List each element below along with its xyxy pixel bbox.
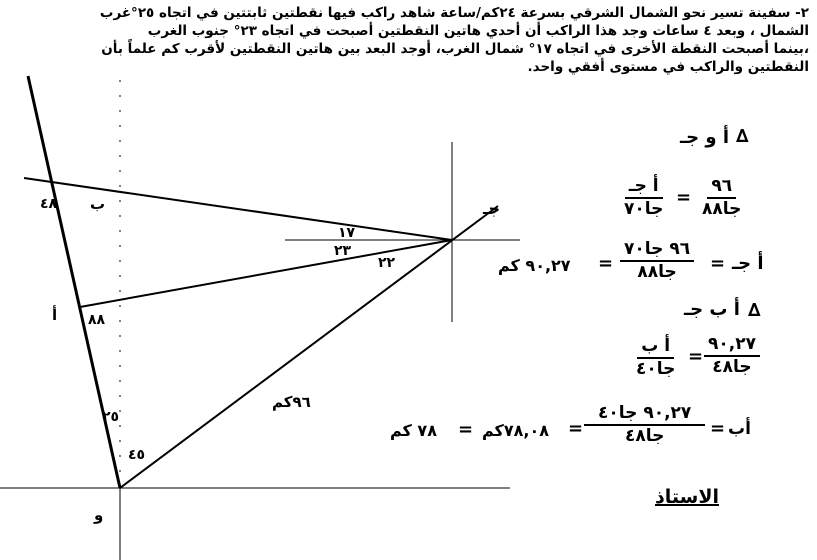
eq3-rhs-denominator: جا٤٨ — [712, 357, 752, 377]
angle-o-lower-label: ٤٥ — [128, 447, 146, 463]
eq2-equals-2: = — [598, 253, 614, 274]
angle-b-label: ٤٨ — [40, 196, 58, 212]
eq2-lhs: أ جـ — [732, 253, 764, 274]
eq2-fraction — [620, 240, 694, 282]
eq3-lhs-fraction — [632, 337, 679, 379]
angle-a-label: ٨٨ — [88, 312, 106, 328]
problem-line-4: النقطتين والراكب في مستوى أفقي واحد. — [527, 59, 809, 75]
eq2-equals: = — [710, 253, 726, 274]
eq1-rhs-numerator: ٩٦ — [707, 177, 736, 199]
problem-line-2: الشمال ، وبعد ٤ ساعات وجد هذا الراكب أن أحدي هاتين النقطتين أصبحت في اتجاه ٢٣° جنوب الغرب — [147, 23, 809, 39]
triangle-2-label: أ ب جـ — [684, 299, 740, 320]
eq3-lhs-numerator: أ ب — [637, 337, 674, 359]
eq1-rhs-fraction — [698, 177, 745, 219]
eq4-equals-3: = — [458, 419, 474, 440]
problem-line-3: ،بينما أصبحت النقطة الأخرى في اتجاه ١٧° شمال الغرب، أوجد البعد بين هاتين النقطتين لأقرب كم علماً بأن — [101, 41, 809, 57]
eq1-lhs-fraction — [620, 177, 667, 219]
angle-j-22-label: ٢٢ — [378, 255, 396, 271]
triangle-symbol-2: ∆ — [748, 300, 761, 321]
eq4-denominator: جا٤٨ — [624, 426, 665, 446]
triangle-1-label: أ و جـ — [680, 127, 730, 148]
eq1-equals: = — [676, 187, 692, 208]
eq3-lhs-denominator: جا٤٠ — [636, 359, 676, 379]
eq4-fraction — [584, 404, 705, 446]
point-j-label: جـ — [483, 199, 500, 218]
eq2-denominator: جا٨٨ — [637, 262, 677, 282]
line-jb — [24, 178, 452, 240]
eq4-rounded: ٧٨ كم — [390, 421, 437, 440]
eq3-equals: = — [688, 346, 704, 367]
eq3-rhs-fraction — [704, 335, 760, 377]
eq4-equals: = — [710, 418, 726, 439]
teacher-signature: الاستاذ — [655, 486, 719, 508]
line-ob — [28, 76, 120, 488]
triangle-symbol-1: ∆ — [736, 126, 749, 147]
eq1-rhs-denominator: جا٨٨ — [702, 199, 742, 219]
line-oj — [120, 206, 498, 488]
eq2-result: ٩٠,٢٧ كم — [498, 256, 571, 275]
angle-o-upper-label: ٢٥ — [102, 409, 120, 425]
angle-j-17-label: ١٧ — [338, 225, 356, 241]
line-ja — [80, 240, 452, 307]
eq1-lhs-denominator: جا٧٠ — [624, 199, 664, 219]
eq1-lhs-numerator: أ جـ — [625, 177, 663, 199]
angle-j-23-label: ٢٣ — [334, 243, 352, 259]
eq2-numerator: ٩٦ جا٧٠ — [620, 240, 694, 262]
distance-oj-label: ٩٦كم — [272, 393, 311, 411]
eq3-rhs-numerator: ٩٠,٢٧ — [704, 335, 760, 357]
problem-line-1: ٢- سفينة تسير نحو الشمال الشرقي بسرعة ٢٤كم/ساعة شاهد راكب فيها نقطتين ثابتتين في اتجاه ٢٥°غرب — [99, 5, 809, 21]
eq4-value: ٧٨,٠٨كم — [482, 421, 549, 440]
eq4-lhs: أب — [728, 419, 751, 439]
point-a-label: أ — [52, 306, 58, 324]
point-b-label: ب — [90, 195, 106, 213]
point-o-label: و — [94, 506, 104, 524]
eq4-numerator: ٩٠,٢٧ جا٤٠ — [584, 404, 705, 426]
eq4-equals-2: = — [568, 418, 584, 439]
